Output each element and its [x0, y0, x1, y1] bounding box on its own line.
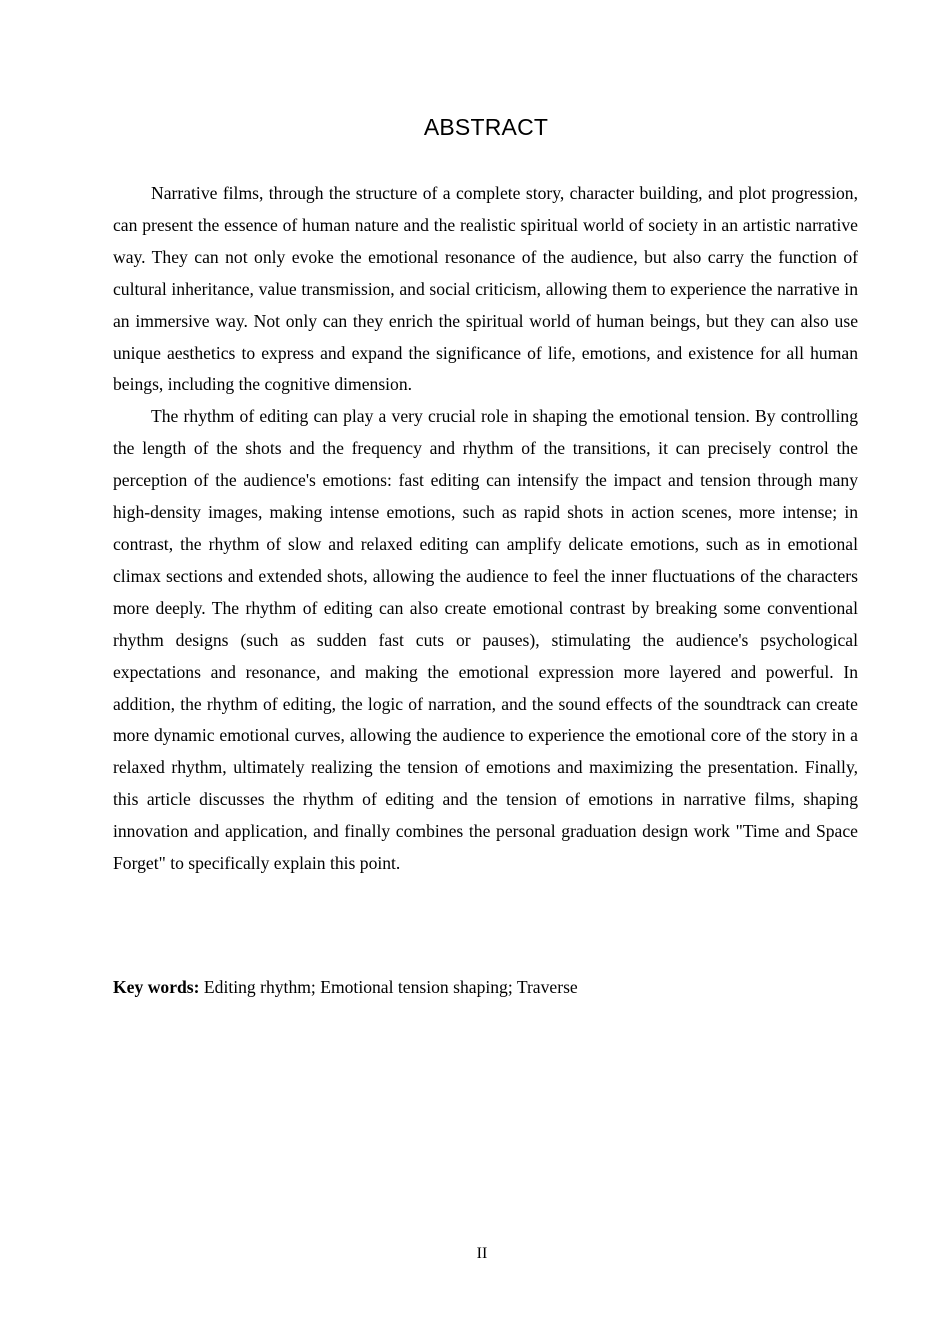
abstract-body: [113, 178, 858, 880]
abstract-title: ABSTRACT: [423, 114, 549, 140]
keywords-line: [113, 972, 858, 1004]
page-number: II: [476, 1245, 488, 1262]
abstract-paragraph-2: The rhythm of editing can play a very crucial role in shaping the emotional tension. By controlling the length of the shots and the frequency and rhythm of the transitions, it can precisely control the perception of the audience's emotions: fast editing can intensify the impact and tension through many high-density images, making intense emotions, such as rapid shots in action scenes, more intense; in contrast, the rhythm of slow and relaxed editing can amplify delicate emotions, such as in emotional climax sections and extended shots, allowing the audience to feel the inner fluctuations of the characters more deeply. The rhythm of editing can also create emotional contrast by breaking some conventional rhythm designs (such as sudden fast cuts or pauses), stimulating the audience's psychological expectations and resonance, and making the emotional expression more layered and powerful. In addition, the rhythm of editing, the logic of narration, and the sound effects of the soundtrack can create more dynamic emotional curves, allowing the audience to experience the emotional core of the story in a relaxed rhythm, ultimately realizing the tension of emotions and maximizing the presentation. Finally, this article discusses the rhythm of editing and the tension of emotions in narrative films, shaping innovation and application, and finally combines the personal graduation design work "Time and Space Forget" to specifically explain this point.: [113, 406, 858, 874]
abstract-paragraph-1: Narrative films, through the structure of a complete story, character building, and plot progression, can present the essence of human nature and the realistic spiritual world of society in an artistic narrative way. They can not only evoke the emotional resonance of the audience, but also carry the function of cultural inheritance, value transmission, and social criticism, allowing them to experience the narrative in an immersive way. Not only can they enrich the spiritual world of human beings, but they can also use unique aesthetics to express and expand the significance of life, emotions, and existence for all human beings, including the cognitive dimension.: [113, 183, 858, 395]
keywords-value: Editing rhythm; Emotional tension shaping; Traverse: [199, 977, 578, 997]
keywords-label: Key words:: [113, 977, 200, 997]
